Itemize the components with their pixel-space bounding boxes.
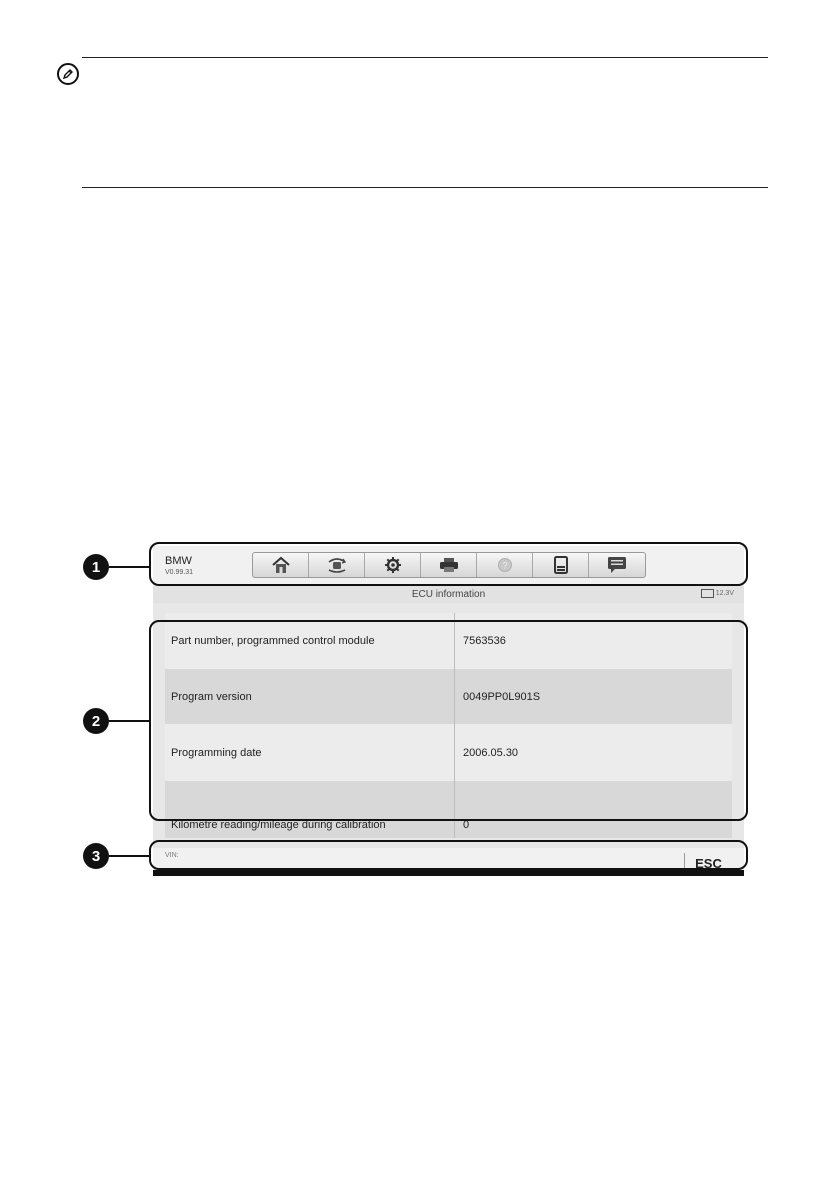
callout-line-1 [109, 566, 149, 568]
note-bottom-rule [82, 187, 768, 188]
esc-button[interactable]: ESC [684, 853, 732, 873]
battery-icon [701, 589, 714, 598]
callout-number-3: 3 [83, 843, 109, 869]
callout-main-section-outline [149, 620, 748, 821]
title-bar [153, 586, 744, 603]
callout-number-2: 2 [83, 708, 109, 734]
software-version-label: V0.99.31 [165, 569, 194, 576]
row-value: 7563536 [463, 634, 506, 647]
svg-text:?: ? [501, 560, 508, 571]
row-value: 0049PP0L901S [463, 690, 541, 703]
vehicle-make-label: BMW [165, 555, 192, 567]
screen-bottom-edge [153, 870, 744, 876]
pencil-note-icon [57, 63, 79, 85]
page-title: ECU information [411, 589, 486, 600]
row-label: Program version [171, 690, 252, 703]
callout-toolbar-outline [149, 542, 748, 586]
callout-line-3 [109, 855, 149, 857]
vin-label: VIN: [165, 852, 179, 859]
note-top-rule [82, 57, 768, 58]
ecu-info-screenshot-figure [145, 540, 753, 876]
callout-line-2 [109, 720, 149, 722]
row-label: Part number, programmed control module [171, 634, 375, 647]
row-label: Kilometre reading/mileage during calibration [171, 819, 386, 831]
callout-function-buttons-outline [149, 840, 748, 870]
battery-voltage: 12.3V [715, 590, 734, 597]
row-label: Programming date [171, 746, 262, 759]
callout-number-1: 1 [83, 554, 109, 580]
row-value: 0 [463, 819, 470, 831]
battery-status [701, 589, 734, 598]
row-value: 2006.05.30 [463, 746, 519, 759]
